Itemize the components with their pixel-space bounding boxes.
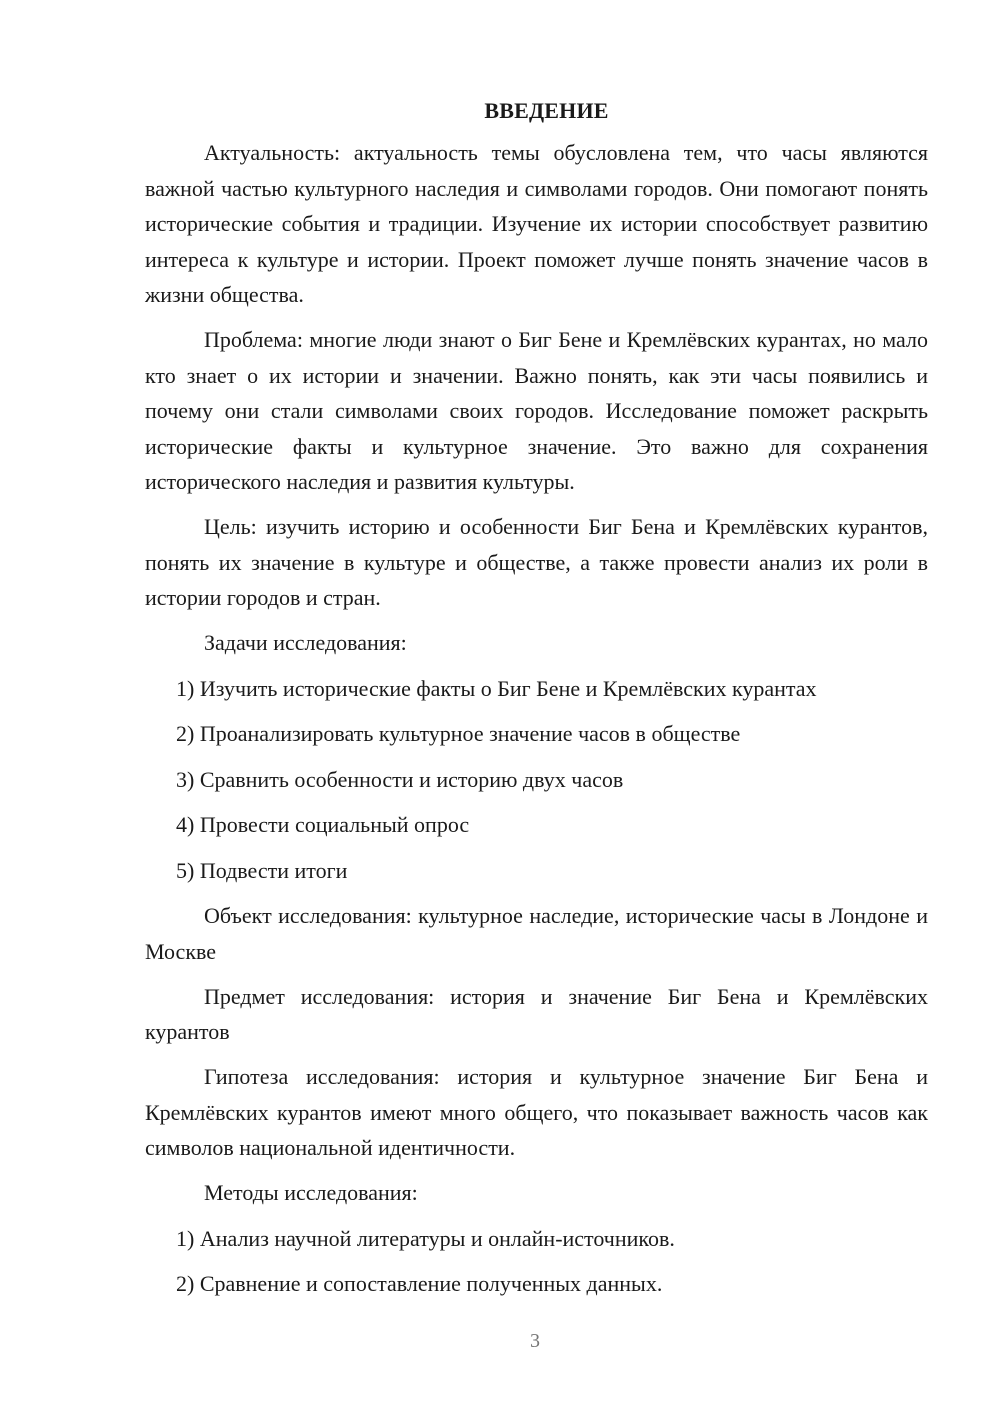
- object-paragraph: Объект исследования: культурное наследие, исторические часы в Лондоне и Москве: [145, 903, 928, 964]
- method-item: 2) Сравнение и сопоставление полученных данных.: [176, 1271, 663, 1296]
- task-item: 2) Проанализировать культурное значение часов в обществе: [176, 721, 741, 746]
- page-number: 3: [530, 1330, 540, 1352]
- method-item: 1) Анализ научной литературы и онлайн-источников.: [176, 1225, 675, 1251]
- relevance-paragraph: Актуальность: актуальность темы обусловлена тем, что часы являются важной частью культурного наследия и символами городов. Они помогают понять исторические события и традиции. Изучение их истории способствует развитию интереса к культуре и истории. Проект поможет лучше понять значение часов в жизни общества.: [145, 140, 928, 307]
- task-item: 4) Провести социальный опрос: [176, 812, 470, 837]
- methods-title: Методы исследования:: [204, 1180, 418, 1205]
- tasks-title: Задачи исследования:: [204, 630, 407, 655]
- goal-paragraph: Цель: изучить историю и особенности Биг Бена и Кремлёвских курантов, понять их значение в культуре и обществе, а также провести анализ их роли в истории городов и стран.: [145, 514, 928, 610]
- problem-paragraph: Проблема: многие люди знают о Биг Бене и Кремлёвских курантах, но мало кто знает о их истории и значении. Важно понять, как эти часы появились и почему они стали символами своих городов. Исследование поможет раскрыть исторические факты и культурное значение. Это важно для сохранения исторического наследия и развития культуры.: [145, 327, 928, 494]
- document-page: [145, 97, 928, 1312]
- section-heading: ВВЕДЕНИЕ: [484, 98, 609, 123]
- task-item: 3) Сравнить особенности и историю двух часов: [176, 766, 624, 792]
- task-item: 1) Изучить исторические факты о Биг Бене и Кремлёвских курантах: [176, 675, 817, 701]
- task-item: 5) Подвести итоги: [176, 857, 348, 883]
- subject-paragraph: Предмет исследования: история и значение Биг Бена и Кремлёвских курантов: [145, 983, 928, 1044]
- hypothesis-paragraph: Гипотеза исследования: история и культурное значение Биг Бена и Кремлёвских курантов имеют много общего, что показывает важность часов как символов национальной идентичности.: [145, 1064, 928, 1160]
